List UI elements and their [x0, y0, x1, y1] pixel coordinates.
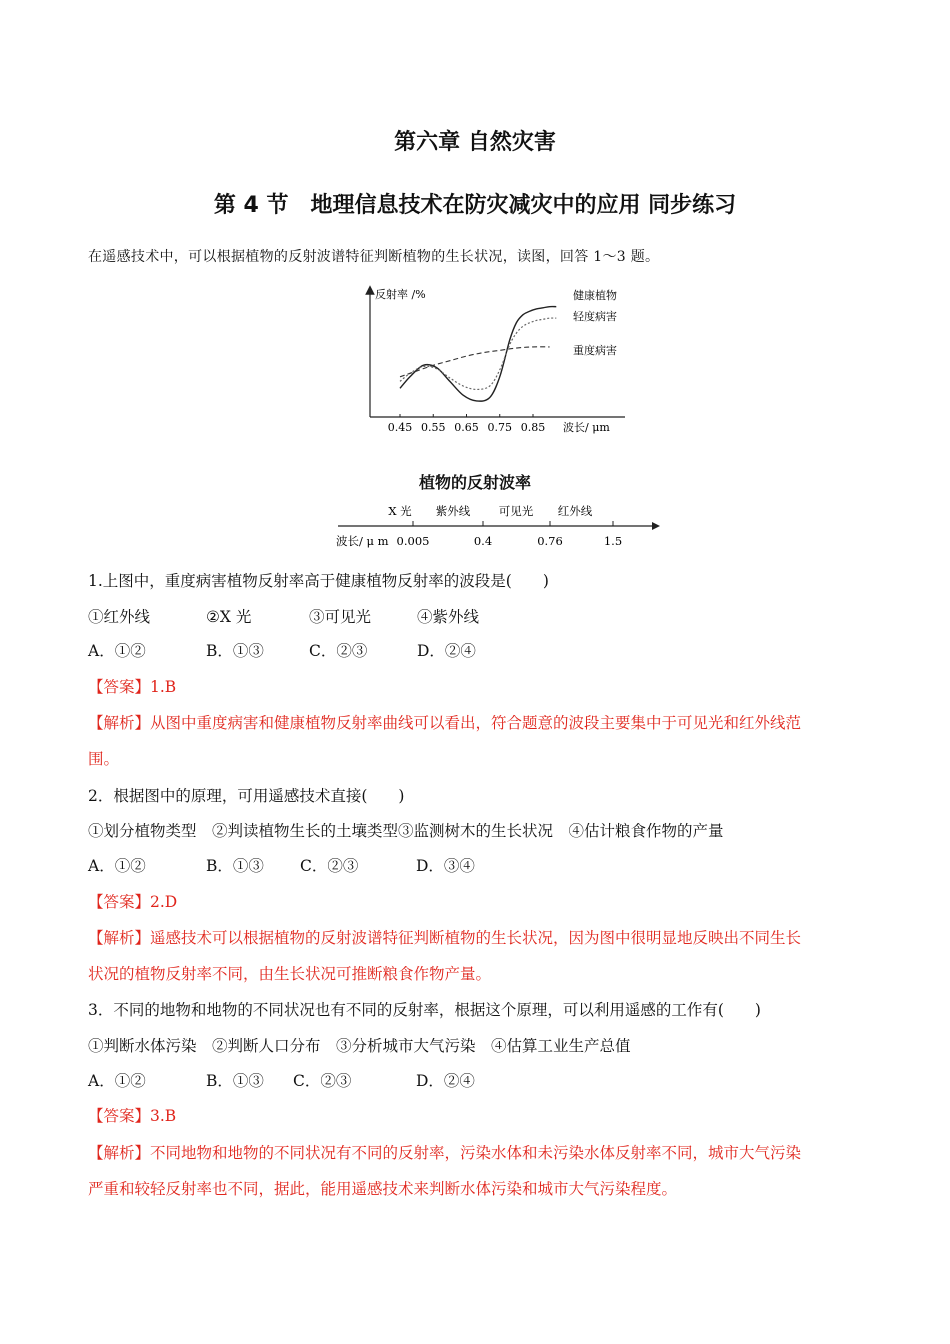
- x-tick-label: 0.55: [421, 421, 446, 434]
- reflectance-chart: [355, 282, 635, 442]
- q1-option-d: D．②④: [417, 642, 476, 660]
- scale-xlabel: 波长/ μ m: [336, 534, 389, 548]
- q1-analysis-line2: 围。: [88, 750, 120, 768]
- q1-option-b: B．①③: [206, 642, 264, 660]
- q3-option-a: A．①②: [88, 1072, 146, 1090]
- scale-arrow: [652, 522, 660, 530]
- series-group: [400, 307, 556, 402]
- q2-analysis-line1: [88, 926, 801, 948]
- q1-choice: ②X 光: [206, 608, 252, 626]
- x-tick-label: 0.45: [387, 421, 413, 434]
- scale-bands: [388, 504, 592, 518]
- q1-stem: 1.上图中，重度病害植物反射率高于健康植物反射率的波段是( ): [88, 572, 549, 590]
- q1-option-a: A．①②: [88, 642, 146, 660]
- q2-analysis-line2: 状况的植物反射率不同，由生长状况可推断粮食作物产量。: [88, 965, 492, 983]
- q1-analysis-line1: [88, 711, 801, 733]
- answer-value: 2.D: [150, 893, 178, 911]
- scale-ticks: [397, 521, 623, 548]
- q3-choices: ①判断水体污染 ②判断人口分布 ③分析城市大气污染 ④估算工业生产总值: [88, 1037, 631, 1055]
- x-tick-label: 0.75: [487, 421, 512, 434]
- section-name: 地理信息技术在防灾减灾中的应用 同步练习: [310, 193, 737, 218]
- q1-choice: ①红外线: [88, 608, 151, 626]
- q1-answer: [88, 675, 176, 697]
- analysis-tag: 【解析】: [88, 1144, 151, 1162]
- q3-analysis-line1: [88, 1141, 801, 1163]
- q2-choices: ①划分植物类型 ②判读植物生长的土壤类型③监测树木的生长状况 ④估计粮食作物的产量: [88, 822, 724, 840]
- q3-option-b: B．①③: [206, 1072, 264, 1090]
- q2-options: [88, 854, 475, 876]
- q2-option-a: A．①②: [88, 857, 146, 875]
- scale-band-label: X 光: [388, 504, 412, 518]
- series-labels: [573, 288, 617, 357]
- q2-option-d: D．③④: [416, 857, 475, 875]
- q2-stem: 2．根据图中的原理，可用遥感技术直接( ): [88, 787, 405, 805]
- answer-value: 3.B: [150, 1107, 177, 1125]
- series-label: 健康植物: [573, 289, 617, 302]
- chart-title: 植物的反射波率: [418, 473, 531, 492]
- analysis-tag: 【解析】: [88, 714, 151, 732]
- q2-answer: [88, 890, 177, 912]
- answer-tag: 【答案】: [88, 893, 151, 911]
- answer-tag: 【答案】: [88, 1107, 151, 1125]
- q3-answer: [88, 1104, 176, 1126]
- q3-option-c: C．②③: [293, 1072, 352, 1090]
- scale-tick-label: 0.4: [473, 534, 493, 548]
- scale-tick-label: 0.005: [396, 534, 430, 548]
- scale-tick-label: 1.5: [603, 534, 623, 548]
- q3-options: [88, 1069, 475, 1091]
- scale-band-label: 紫外线: [435, 504, 471, 518]
- y-axis-label: 反射率 /%: [375, 288, 426, 301]
- q1-choice: ④紫外线: [417, 608, 480, 626]
- q1-option-c: C．②③: [309, 642, 368, 660]
- section-title: [0, 188, 950, 219]
- analysis-text: 从图中重度病害和健康植物反射率曲线可以看出，符合题意的波段主要集中于可见光和红外线范: [150, 714, 802, 732]
- answer-value: 1.B: [150, 678, 177, 696]
- scale-tick-label: 0.76: [537, 534, 563, 548]
- q3-option-d: D．②④: [416, 1072, 475, 1090]
- series-label: 重度病害: [573, 344, 617, 357]
- scale-band-label: 可见光: [498, 504, 534, 518]
- wavelength-scale: [330, 500, 660, 552]
- analysis-text: 不同地物和地物的不同状况有不同的反射率，污染水体和未污染水体反射率不同，城市大气污染: [150, 1144, 802, 1162]
- series-label: 轻度病害: [573, 310, 617, 323]
- intro-text: 在遥感技术中，可以根据植物的反射波谱特征判断植物的生长状况，读图，回答 1～3 题。: [88, 249, 660, 265]
- analysis-tag: 【解析】: [88, 929, 151, 947]
- q1-choice: ③可见光: [309, 608, 372, 626]
- section-number: 第 4 节: [213, 193, 289, 218]
- q3-analysis-line2: 严重和较轻反射率也不同，据此，能用遥感技术来判断水体污染和城市大气污染程度。: [88, 1180, 678, 1198]
- chapter-title: 第六章 自然灾害: [394, 130, 556, 155]
- series-line-3: [400, 347, 550, 377]
- analysis-text: 遥感技术可以根据植物的反射波谱特征判断植物的生长状况，因为图中很明显地反映出不同生长: [150, 929, 802, 947]
- scale-band-label: 红外线: [557, 504, 593, 518]
- x-axis-label: 波长/ μm: [563, 421, 610, 434]
- q1-options: [88, 639, 476, 661]
- q1-choices: [88, 605, 479, 627]
- answer-tag: 【答案】: [88, 678, 151, 696]
- q3-stem: 3．不同的地物和地物的不同状况也有不同的反射率，根据这个原理，可以利用遥感的工作有( ): [88, 1001, 761, 1019]
- x-tick-label: 0.85: [520, 421, 546, 434]
- x-tick-label: 0.65: [454, 421, 479, 434]
- q2-option-b: B．①③: [206, 857, 264, 875]
- q2-option-c: C．②③: [300, 857, 359, 875]
